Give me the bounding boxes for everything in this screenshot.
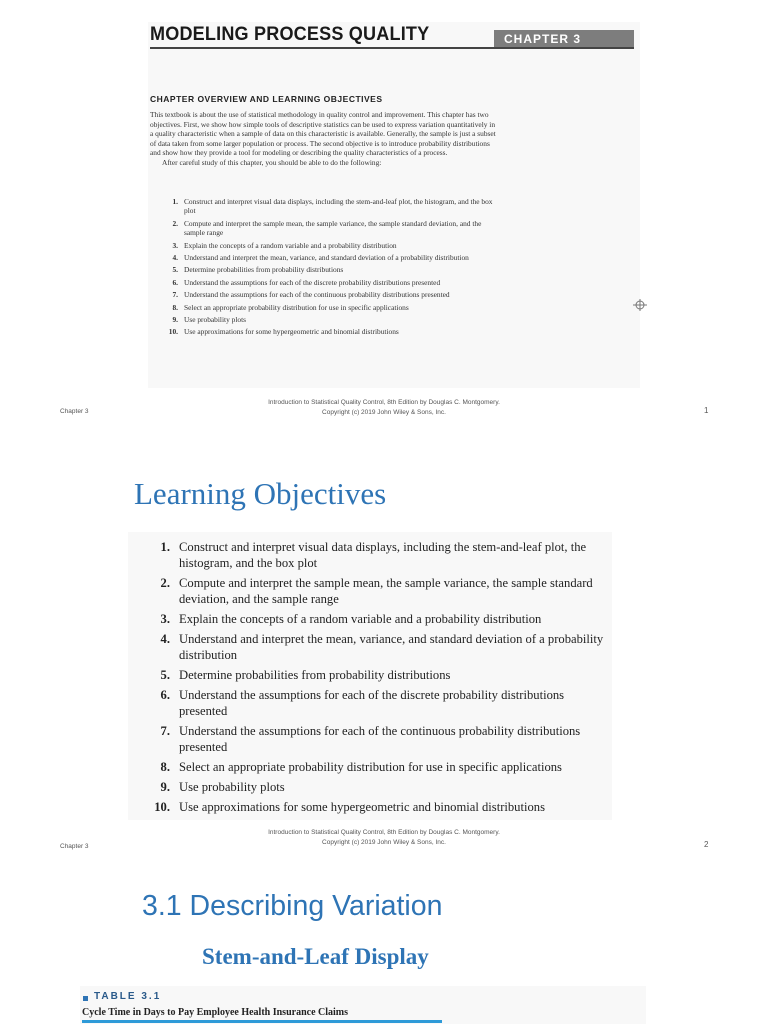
- overview-paragraph: [150, 110, 500, 168]
- objective-item: [164, 253, 504, 262]
- objective-number: 1.: [160, 540, 170, 554]
- objective-text: Select an appropriate probability distribution for use in specific applications: [179, 760, 562, 774]
- slide2-footer-chapter: Chapter 3: [60, 843, 89, 850]
- objective-text: Explain the concepts of a random variable and a probability distribution: [179, 612, 542, 626]
- objective-text: Understand the assumptions for each of the continuous probability distributions presented: [179, 724, 581, 754]
- slide1-footer-copyright: Introduction to Statistical Quality Control, 8th Edition by Douglas C. Montgomery. Copyright (c) 2019 John Wiley & Sons, Inc.: [268, 399, 500, 416]
- table-marker: [83, 996, 88, 1001]
- objective-text: Understand and interpret the mean, variance, and standard deviation of a probability distribution: [184, 253, 469, 263]
- objective-text: Compute and interpret the sample mean, the sample variance, the sample standard deviation, and the sample range: [179, 576, 593, 606]
- objective-text: Select an appropriate probability distribution for use in specific applications: [184, 302, 409, 312]
- objective-text: Understand the assumptions for each of the discrete probability distributions presented: [184, 277, 441, 287]
- objective-item: [146, 687, 606, 719]
- chapter-objectives-list: [164, 197, 504, 340]
- objective-item: [146, 723, 606, 755]
- table-caption: Cycle Time in Days to Pay Employee Health Insurance Claims: [82, 1007, 349, 1018]
- objective-text: Understand the assumptions for each of the discrete probability distributions presented: [179, 688, 565, 718]
- objective-item: [164, 265, 504, 274]
- objective-item: [146, 575, 606, 607]
- learning-objectives-list: [146, 539, 606, 819]
- objective-number: 9.: [160, 780, 170, 794]
- objective-text: Use probability plots: [179, 780, 285, 794]
- objective-text: Use probability plots: [184, 315, 246, 325]
- objective-text: Understand and interpret the mean, variance, and standard deviation of a probability distribution: [179, 632, 604, 662]
- objective-item: [146, 631, 606, 663]
- objective-text: Determine probabilities from probability distributions: [179, 668, 451, 682]
- slide2-footer-copyright: Introduction to Statistical Quality Control, 8th Edition by Douglas C. Montgomery. Copyright (c) 2019 John Wiley & Sons, Inc.: [268, 829, 500, 846]
- objective-item: [164, 290, 504, 299]
- objective-number: 10.: [154, 800, 170, 814]
- table-scan: [80, 986, 646, 1024]
- objective-item: [164, 219, 504, 238]
- objective-item: [164, 197, 504, 216]
- slide1-footer-chapter: Chapter 3: [60, 408, 89, 415]
- objective-number: 4.: [172, 253, 178, 263]
- objective-number: 8.: [160, 760, 170, 774]
- table-label: TABLE 3.1: [94, 991, 162, 1002]
- objective-number: 9.: [172, 315, 178, 325]
- objective-number: 5.: [172, 265, 178, 275]
- objective-number: 3.: [160, 612, 170, 626]
- slide-title: Learning Objectives: [134, 476, 387, 511]
- section-heading: 3.1 Describing Variation: [142, 890, 443, 922]
- objective-item: [146, 759, 606, 775]
- objective-item: [146, 539, 606, 571]
- title-divider: [150, 47, 634, 49]
- objective-number: 2.: [160, 576, 170, 590]
- objective-text: Understand the assumptions for each of the continuous probability distributions presented: [184, 290, 450, 300]
- objective-number: 1.: [172, 197, 178, 206]
- objective-number: 10.: [168, 327, 178, 337]
- chapter-badge: CHAPTER 3: [494, 30, 634, 48]
- objective-number: 7.: [172, 290, 178, 300]
- overview-body: This textbook is about the use of statistical methodology in quality control and improvement. This chapter has two objectives. First, we show how simple tools of descriptive statistics can be used to express variation quantitatively in a quality characteristic when a sample of data on this characteristic is available. Generally, the sample is just a subset of data taken from some larger population or process. The second objective is to introduce probability distributions and show how they provide a tool for modeling or describing the quality characteristics of a process.: [150, 110, 496, 158]
- crosshair-icon: [633, 298, 647, 312]
- book-chapter-title: MODELING PROCESS QUALITY: [150, 24, 430, 45]
- objective-item: [146, 667, 606, 683]
- objective-item: [164, 303, 504, 312]
- objective-text: Determine probabilities from probability distributions: [184, 265, 344, 275]
- slide1-page-number: 1: [704, 406, 709, 415]
- subsection-heading: Stem-and-Leaf Display: [202, 944, 429, 969]
- objective-number: 6.: [160, 688, 170, 702]
- objective-item: [146, 779, 606, 795]
- objective-text: Use approximations for some hypergeometric and binomial distributions: [179, 800, 545, 814]
- objective-item: [164, 278, 504, 287]
- table-rule: [82, 1020, 442, 1023]
- objective-number: 5.: [160, 668, 170, 682]
- objective-number: 6.: [172, 277, 178, 287]
- objective-item: [146, 611, 606, 627]
- slide2-page-number: 2: [704, 840, 709, 849]
- objective-item: [146, 799, 606, 815]
- objective-number: 7.: [160, 724, 170, 738]
- overview-lead-in: After careful study of this chapter, you should be able to do the following:: [162, 157, 382, 167]
- objective-number: 3.: [172, 240, 178, 250]
- objective-text: Construct and interpret visual data displays, including the stem-and-leaf plot, the histogram, and the box plot: [179, 540, 587, 570]
- objective-number: 2.: [172, 218, 178, 228]
- objective-item: [164, 241, 504, 250]
- objective-text: Explain the concepts of a random variable and a probability distribution: [184, 240, 397, 250]
- objective-number: 8.: [172, 302, 178, 312]
- objective-text: Compute and interpret the sample mean, the sample variance, the sample standard deviation, and the sample range: [184, 218, 482, 238]
- objective-number: 4.: [160, 632, 170, 646]
- objective-item: [164, 327, 504, 336]
- objective-text: Construct and interpret visual data displays, including the stem-and-leaf plot, the histogram, and the box plot: [184, 197, 493, 216]
- objective-text: Use approximations for some hypergeometric and binomial distributions: [184, 327, 399, 337]
- objective-item: [164, 315, 504, 324]
- overview-heading: CHAPTER OVERVIEW AND LEARNING OBJECTIVES: [150, 94, 383, 104]
